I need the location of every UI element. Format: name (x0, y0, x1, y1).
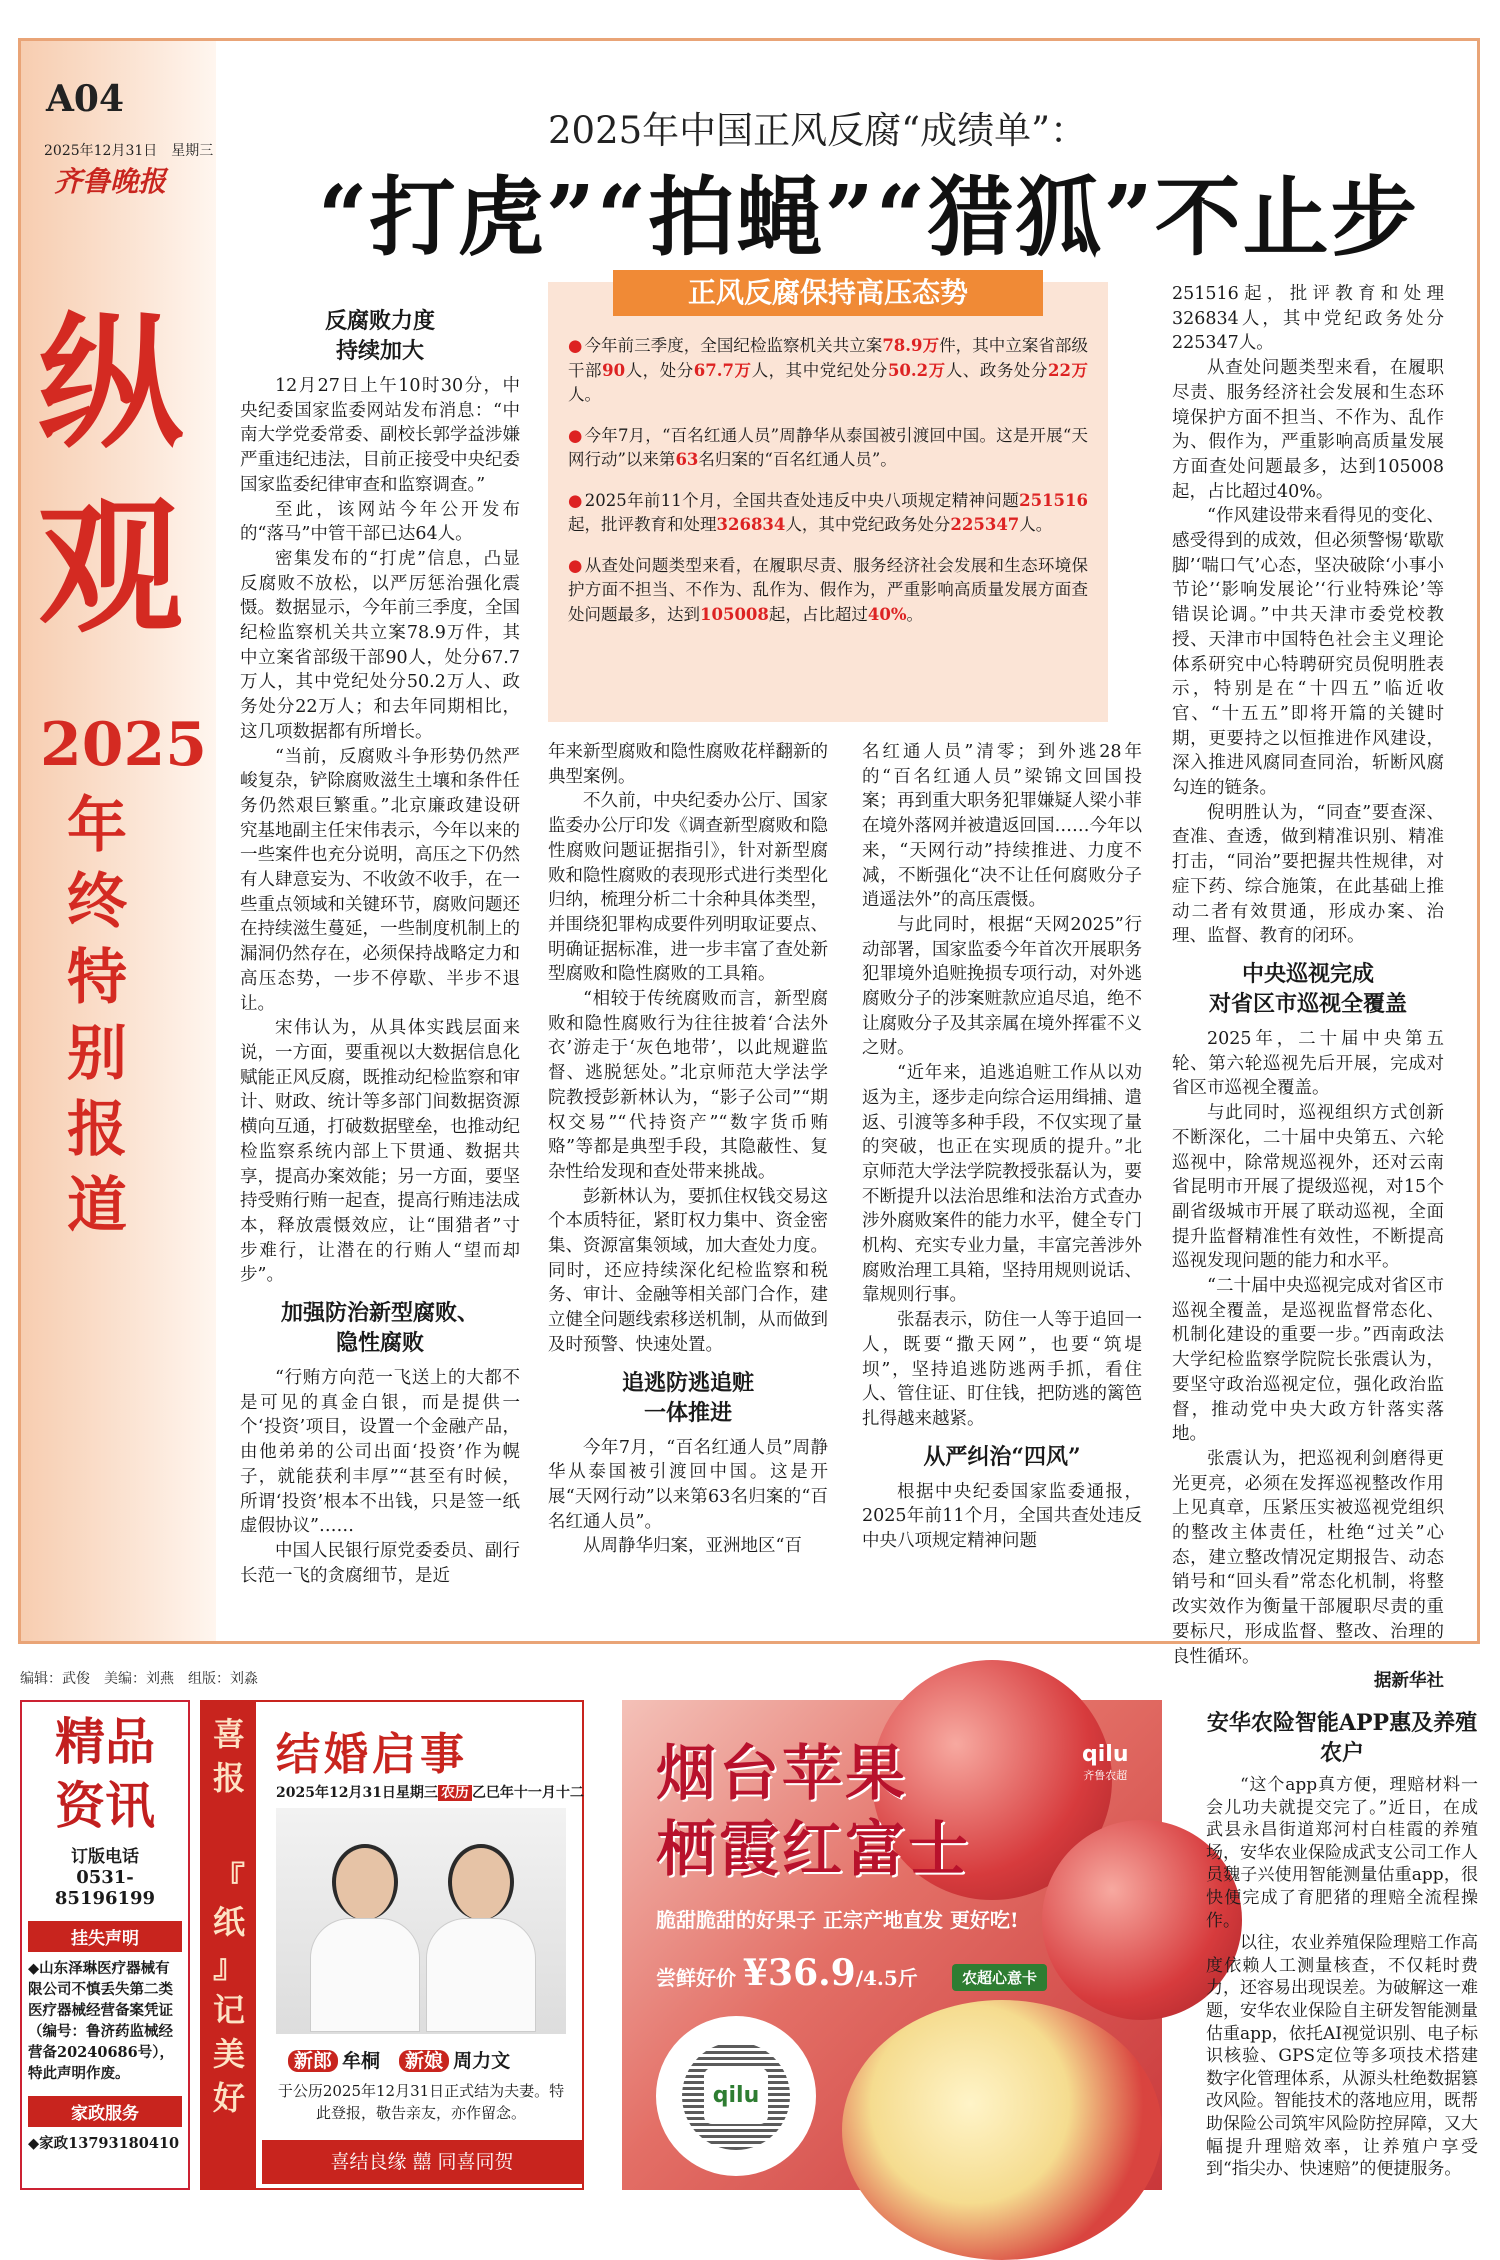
classified-title-line-2: 资讯 (55, 1776, 155, 1835)
section-char-2: 观 (38, 483, 183, 653)
issue-date: 2025年12月31日 星期三 (44, 143, 214, 159)
bride-figure (310, 1844, 420, 2034)
article-paragraph: 宋伟认为，从具体实践层面来说，一方面，要重视以大数据信息化赋能正风反腐，既推动纪检监察和审计、财政、统计等多部门间数据资源横向互通，打破数据壁垒，也推动纪检监察系统内部上下贯通、数据共享，提高办案效能；另一方面，要坚持受贿行贿一起查，提高行贿违法成本，释放震慑效应，让“围猎者”寸步难行，让潜在的行贿人“望而却步”。 (240, 1018, 520, 1286)
side-char: 纸 (212, 1903, 245, 1941)
order-phone-label: 订版电话 (71, 1847, 139, 1867)
highlight-text: 起，批评教育和处理 (568, 515, 717, 534)
insurance-paragraph: 以往，农业养殖保险理赔工作高度依赖人工测量核查，不仅耗时费力，还容易出现误差。为破解这一难题，安华农业保险自主研发智能测量估重app，依托AI视觉识别、电子标识核验、GPS定位等多项技术搭建数字化管理体系，从源头杜绝数据篡改风险。智能技术的落地应用，既帮助保险公司筑牢风险防控屏障，又大幅提升理赔效率，让养殖户享受到“指尖办、快速赔”的便捷服务。 (1206, 1933, 1478, 2180)
highlight-figure: 63 (675, 450, 699, 469)
article-paragraph: 今年7月，“百名红通人员”周静华从泰国被引渡回中国。这是开展“天网行动”以来第63名归案的“百名红通人员”。 (548, 1437, 828, 1532)
insurance-news-title: 安华农险智能APP惠及养殖农户 (1206, 1710, 1478, 1766)
article-column-2 (548, 740, 828, 1620)
groom-name: 牟桐 (342, 2050, 381, 2072)
insurance-news-body (1206, 1774, 1478, 2194)
apple-ad (622, 1700, 1162, 2190)
highlight-figure: 105008 (700, 604, 769, 624)
side-char: 记 (212, 1991, 245, 2029)
article-paragraph: 中国人民银行原党委委员、副行长范一飞的贪腐细节，是近 (240, 1540, 520, 1586)
apple-ad-title (656, 1736, 971, 1888)
article-column-4 (1172, 282, 1444, 1692)
side-char: 报 (212, 1759, 245, 1797)
highlight-text: 起，占比超过 (768, 604, 868, 624)
series-title: 年终特别报道 (67, 791, 127, 1241)
lost-notice-text: ◆山东泽琳医疗器械有限公司不慎丢失第二类医疗器械经营备案凭证（编号：鲁济药监械经营备20240686号），特此声明作废。 (28, 1960, 174, 2082)
wedding-title: 结婚启事 (276, 1729, 468, 1780)
brand-name: qilu (1082, 1742, 1129, 1767)
highlight-item (568, 489, 1088, 538)
highlight-figure: 67.7万 (693, 360, 752, 380)
highlight-figure: 251516 (1019, 490, 1088, 510)
wedding-note: 于公历2025年12月31日正式结为夫妻。特此登报，敬告亲友，亦作留念。 (277, 2082, 565, 2122)
highlight-text: 名归案的“百名红通人员”。 (698, 450, 897, 469)
highlight-figure: 326834 (716, 515, 786, 534)
insurance-paragraph: “这个app真方便，理赔材料一会儿功夫就提交完了。”近日，在成武县永昌街道郑河村白桂霞的养殖场，安华农业保险成武支公司工作人员魏子兴使用智能测量估重app，很快便完成了育肥猪的理赔全流程操作。 (1206, 1775, 1478, 1931)
highlight-box-title: 正风反腐保持高压态势 (613, 270, 1043, 316)
wedding-date (276, 1782, 584, 1802)
article-paragraph: 2025年，二十届中央第五轮、第六轮巡视先后开展，完成对省区市巡视全覆盖。 (1172, 1028, 1444, 1099)
price-unit: /4.5斤 (855, 1966, 918, 1990)
article-column-1 (240, 296, 520, 1616)
highlight-item (568, 554, 1088, 628)
side-char: 喜 (212, 1715, 245, 1753)
article-paragraph: 从周静华归案，亚洲地区“百 (583, 1536, 802, 1557)
article-paragraph: 至此，该网站今年公开发布的“落马”中管干部已达64人。 (240, 499, 520, 545)
article-paragraph: 12月27日上午10时30分，中央纪委国家监委网站发布消息：“中南大学党委常委、副校长郭学益涉嫌严重违纪违法，目前正接受中央纪委国家监委纪律审查和监察调查。” (240, 376, 520, 495)
main-headline: “打虎”“拍蝇”“猎狐”不止步 (318, 167, 1419, 268)
article-paragraph: “相较于传统腐败而言，新型腐败和隐性腐败行为往往披着‘合法外衣’游走于‘灰色地带’，以此规避监督、逃脱惩处。”北京师范大学法学院教授彭新林认为，“影子公司”“期权交易”“代持资产”“数字货币贿赂”等都是典型手段，其隐蔽性、复杂性给发现和查处带来挑战。 (548, 989, 828, 1182)
classified-ad (20, 1700, 190, 2190)
bullet-icon: ● (568, 336, 583, 355)
solar-date: 2025年12月31日星期三 (276, 1785, 438, 1801)
article-paragraph: 与此同时，巡视组织方式创新不断深化，二十届中央第五、六轮巡视中，除常规巡视外，还对云南省昆明市开展了提级巡视，对15个副省级城市开展了联动巡视，全面提升监督精准性有效性，不断提高巡视发现问题的能力和水平。 (1172, 1103, 1444, 1272)
cut-apple-image (842, 2000, 1162, 2260)
paper-name: 齐鲁晚报 (54, 165, 167, 198)
qr-code[interactable] (656, 2016, 816, 2176)
side-char: 好 (212, 2079, 245, 2117)
section-heading: 中央巡视完成 对省区市巡视全覆盖 (1208, 960, 1407, 1017)
article-paragraph: “作风建设带来看得见的变化、感受得到的成效，但必须警惕‘歇歇脚’‘喘口气’心态，坚决破除‘小事小节论’‘影响发展论’‘行业特殊论’等错误论调。”中共天津市委党校教授、天津市中国特色社会主义理论体系研究中心特聘研究员倪明胜表示，特别是在“十四五”临近收官、“十五五”即将开篇的关键时期，更要持之以恒推进作风建设，深入推进风腐同查同治，斩断风腐勾连的链条。 (1172, 506, 1444, 799)
groom-figure (426, 1844, 536, 2034)
bullet-icon: ● (568, 490, 583, 510)
highlight-item (568, 424, 1088, 473)
highlight-text: 人，其中党纪政务处分 (785, 515, 951, 534)
lunar-date: 乙巳年十一月十二 (471, 1785, 584, 1801)
article-paragraph: “近年来，追逃追赃工作从以劝返为主，逐步走向综合运用缉捕、遣返、引渡等多种手段，不仅实现了量的突破，也正在实现质的提升。”北京师范大学法学院教授张磊认为，要不断提升以法治思维和法治方式查办涉外腐败案件的能力水平，健全专门机构、充实专业力量，丰富完善涉外腐败治理工具箱，坚持用规则说话、靠规则行事。 (862, 1063, 1142, 1306)
groom-label: 新郎 (288, 2050, 338, 2072)
wedding-side-band (202, 1702, 256, 2188)
highlight-text: 人，其中党纪处分 (751, 360, 888, 380)
housekeeping-text: ◆家政13793180410 (28, 2135, 180, 2152)
bride-label: 新娘 (399, 2050, 449, 2072)
qr-logo: qilu (704, 2068, 768, 2124)
article-paragraph: 张磊表示，防住一人等于追回一人，既要“撒天网”，也要“筑堤坝”，坚持追逃防逃两手抓，看住人、管住证、盯住钱，把防逃的篱笆扎得越来越紧。 (862, 1310, 1142, 1429)
headline-kicker: 2025年中国正风反腐“成绩单”： (548, 109, 1087, 152)
apple-title-line-1: 烟台苹果 (656, 1739, 908, 1809)
side-char: 『 (212, 1859, 245, 1897)
article-paragraph: 名红通人员”清零；到外逃28年的“百名红通人员”梁锦文回国投案；再到重大职务犯罪嫌疑人梁小菲在境外落网并被遣返回国……今年以来，“天网行动”持续推进、力度不减，不断强化“决不让任何腐败分子逍遥法外”的高压震慑。 (862, 742, 1142, 911)
article-column-3 (862, 740, 1142, 1620)
highlight-text: 人。 (1019, 515, 1053, 534)
article-paragraph: 不久前，中央纪委办公厅、国家监委办公厅印发《调查新型腐败和隐性腐败问题证据指引》，针对新型腐败和隐性腐败的表现形式进行类型化归纳，梳理分析二十余种具体类型，并围绕犯罪构成要件列明取证要点、明确证据标准，进一步丰富了查处新型腐败和隐性腐败的工具箱。 (548, 791, 828, 985)
order-phone: 0531-85196199 (54, 1867, 156, 1909)
apple-slogan: 脆甜脆甜的好果子 正宗产地直发 更好吃! (656, 1908, 1019, 1932)
article-paragraph: 密集发布的“打虎”信息，凸显反腐败不放松，以严厉惩治强化震慑。数据显示，今年前三季度，全国纪检监察机关共立案78.9万件，其中立案省部级干部90人，处分67.7万人，其中党纪处分50.2万人、政务处分22万人；和去年同期相比，这几项数据都有所增长。 (240, 548, 520, 742)
highlight-text: 人、政务处分 (945, 360, 1049, 380)
classified-title-line-1: 精品 (55, 1712, 155, 1771)
price-label: 尝鲜好价 (656, 1966, 736, 1990)
section-char-1: 纵 (38, 299, 183, 469)
article-paragraph: 从查处问题类型来看，在履职尽责、服务经济社会发展和生态环境保护方面不担当、不作为、乱作为、假作为，严重影响高质量发展方面查处问题最多，达到105008起，占比超过40%。 (1172, 358, 1444, 502)
highlight-item (568, 334, 1088, 408)
lunar-label: 农历 (438, 1785, 472, 1801)
highlight-figure: 40% (867, 604, 907, 624)
lost-notice-tag: 挂失声明 (28, 1921, 182, 1952)
side-char: 』 (212, 1947, 245, 1985)
bullet-icon: ● (568, 425, 583, 445)
highlight-text: 人，处分 (625, 360, 694, 380)
article-paragraph: 张震认为，把巡视利剑磨得更光更亮，必须在发挥巡视整改作用上见真章，压紧压实被巡视党组织的整改主体责任，杜绝“过关”心态，建立整改情况定期报告、动态销号和“回头看”常态化机制，将整改实效作为衡量干部履职尽责的重要标尺，形成监督、整改、治理的良性循环。 (1172, 1448, 1444, 1667)
editor-credits: 编辑：武俊 美编：刘燕 组版：刘淼 (20, 1671, 258, 1687)
housekeeping-tag: 家政服务 (28, 2096, 182, 2127)
article-paragraph: 根据中央纪委国家监委通报，2025年前11个月，全国共查处违反中央八项规定精神问题 (862, 1481, 1142, 1552)
highlight-figure: 90 (602, 360, 626, 380)
price-value: ¥36.9 (742, 1952, 856, 1994)
source-credit: 据新华社 (1374, 1671, 1444, 1692)
section-heading: 追逃防逃追赃 一体推进 (621, 1369, 754, 1426)
highlight-text: 2025年前11个月，全国共查处违反中央八项规定精神问题 (584, 490, 1020, 510)
article-paragraph: 251516起，批评教育和处理326834人，其中党纪政务处分225347人。 (1172, 284, 1444, 354)
highlight-figure: 22万 (1048, 360, 1089, 380)
highlight-figure: 78.9万 (882, 336, 940, 355)
wedding-notice-ad (200, 1700, 584, 2190)
section-year: 2025 (40, 710, 207, 780)
bride-name: 周力文 (453, 2050, 511, 2072)
highlight-list (568, 334, 1088, 627)
article-paragraph: “当前，反腐败斗争形势仍然严峻复杂，铲除腐败滋生土壤和条件任务仍然艰巨繁重。”北京廉政建设研究基地副主任宋伟表示，今年以来的一些案件也充分说明，高压之下仍然有人肆意妄为、不收敛不收手，在一些重点领域和关键环节，腐败问题还在持续滋生蔓延，一些制度机制上的漏洞仍然存在，必须保持战略定力和高压态势，一步不停歇、半步不退让。 (240, 746, 520, 1014)
apple-price (656, 1952, 918, 1994)
side-char: 美 (212, 2035, 245, 2073)
brand-logo (1082, 1742, 1129, 1783)
highlight-box (548, 276, 1108, 722)
bullet-icon: ● (568, 555, 583, 575)
article-paragraph: 倪明胜认为，“同查”要查深、查准、查透，做到精准识别、精准打击，“同治”要把握共性规律，对症下药、综合施策，在此基础上推动二者有效贯通，形成办案、治理、监督、教育的闭环。 (1172, 802, 1444, 947)
article-paragraph: 年来新型腐败和隐性腐败花样翻新的典型案例。 (548, 742, 828, 787)
highlight-text: 今年前三季度，全国纪检监察机关共立案 (584, 336, 883, 355)
article-paragraph: “行贿方向范一飞送上的大都不是可见的真金白银，而是提供一个‘投资’项目，设置一个金融产品，由他弟弟的公司出面‘投资’作为幌子，就能获利丰厚”“甚至有时候，所谓‘投资’根本不出钱，只是签一纸虚假协议”…… (240, 1368, 520, 1537)
article-paragraph: 与此同时，根据“天网2025”行动部署，国家监委今年首次开展职务犯罪境外追赃挽损专项行动，对外逃腐败分子的涉案赃款应追尽追，绝不让腐败分子及其亲属在境外挥霍不义之财。 (862, 914, 1142, 1059)
apple-title-line-2: 栖霞红富士 (656, 1815, 971, 1885)
member-card-badge: 农超心意卡 (952, 1964, 1047, 1991)
highlight-figure: 50.2万 (887, 360, 946, 380)
article-paragraph: “二十届中央巡视完成对省区市巡视全覆盖，是巡视监督常态化、机制化建设的重要一步。”西南政法大学纪检监察学院院长张震认为，要坚守政治巡视定位，强化政治监督，推动党中央大政方针落实落地。 (1172, 1276, 1444, 1445)
highlight-figure: 225347 (950, 515, 1020, 534)
section-heading: 反腐败力度 持续加大 (324, 308, 435, 364)
highlight-text: 件，其中立案省部级干部 (568, 336, 1089, 380)
article-paragraph: 彭新林认为，要抓住权钱交易这个本质特征，紧盯权力集中、资金密集、资源富集领域，加大查处力度。同时，还应持续深化纪检监察和税务、审计、金融等相关部门合作，建立健全问题线索移送机制，从而做到及时预警、快速处置。 (548, 1186, 828, 1355)
highlight-text: 从查处问题类型来看，在履职尽责、服务经济社会发展和生态环境保护方面不担当、不作为、乱作为、假作为，严重影响高质量发展方面查处问题最多，达到 (568, 555, 1088, 624)
section-heading: 加强防治新型腐败、 隐性腐败 (280, 1300, 479, 1357)
highlight-text: 今年7月，“百名红通人员”周静华从泰国被引渡回中国。这是开展“天网行动”以来第 (568, 425, 1088, 469)
wedding-footer: 喜结良缘 囍 同喜同贺 (262, 2140, 582, 2184)
page-number: A04 (46, 78, 125, 120)
highlight-text: 人。 (568, 385, 601, 404)
brand-sub: 齐鲁农超 (1083, 1769, 1128, 1782)
highlight-text: 。 (906, 604, 924, 624)
section-heading: 从严纠治“四风” (923, 1443, 1081, 1470)
couple-photo (276, 1808, 566, 2034)
couple-names (288, 2046, 510, 2073)
